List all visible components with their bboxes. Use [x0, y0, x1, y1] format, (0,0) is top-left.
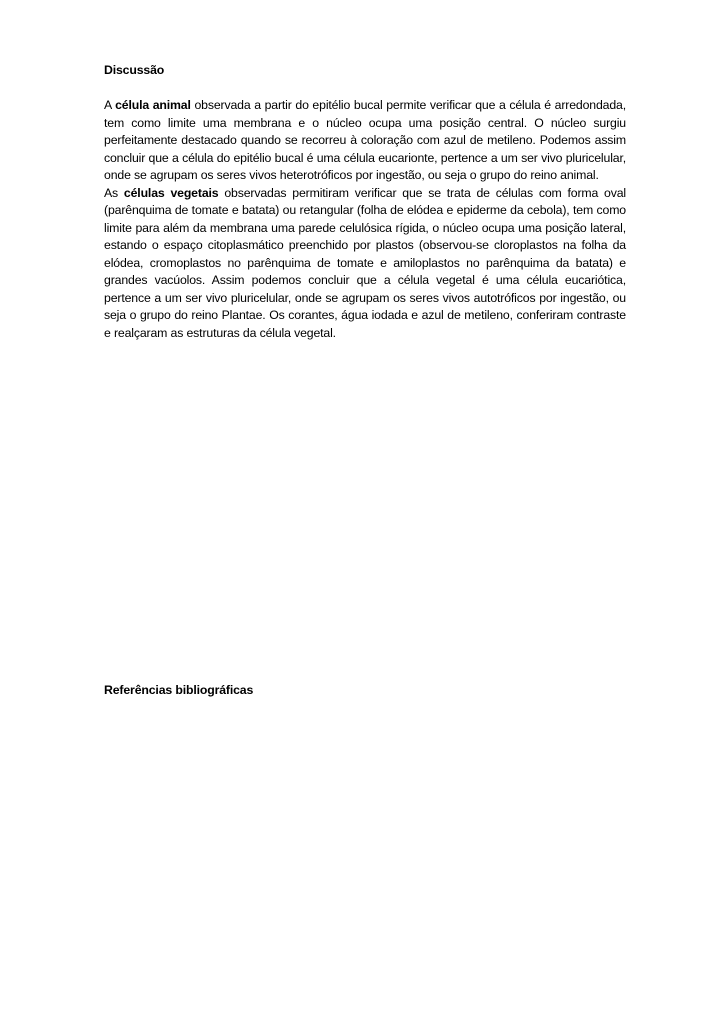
paragraph-text: observadas permitiram verificar que se trata de células com forma oval (parênquima de tomate e batata) ou retangular (folha de elódea e epiderme da cebola), tem como limite para além da membrana uma parede celulósica rígida, o núcleo ocupa uma posição lateral, estando o espaço citoplasmático preenchido por plastos (observou-se cloroplastos na folha da elódea, cromoplastos no parênquima de tomate e amiloplastos no parênquima da batata) e grandes vacúolos. Assim podemos concluir que a célula vegetal é uma célula eucariótica, pertence a um ser vivo pluricelular, onde se agrupam os seres vivos autotróficos por ingestão, ou seja o grupo do reino Plantae. Os corantes, água iodada e azul de metileno, conferiram contraste e realçaram as estruturas da célula vegetal.: [104, 185, 626, 340]
paragraph-text: A: [104, 98, 116, 112]
paragraph-text: As: [104, 185, 124, 200]
plant-cell-paragraph: [104, 185, 626, 343]
references-heading: Referências bibliográficas: [104, 683, 254, 697]
discussion-heading: Discussão: [104, 63, 165, 77]
bold-term: células vegetais: [123, 185, 219, 200]
discussion-section: [104, 62, 626, 342]
references-section: [104, 682, 626, 700]
spacer: [104, 80, 626, 98]
animal-cell-paragraph: [104, 97, 626, 185]
paragraph-text: observada a partir do epitélio bucal permite verificar que a célula é arredondada, tem como limite uma membrana e o núcleo ocupa uma posição central. O núcleo surgiu perfeitamente destacado quando se recorreu à coloração com azul de metileno. Podemos assim concluir que a célula do epitélio bucal é uma célula eucarionte, pertence a um ser vivo pluricelular, onde se agrupam os seres vivos heterotróficos por ingestão, ou seja o grupo do reino animal.: [104, 98, 626, 182]
bold-term: célula animal: [115, 98, 191, 112]
